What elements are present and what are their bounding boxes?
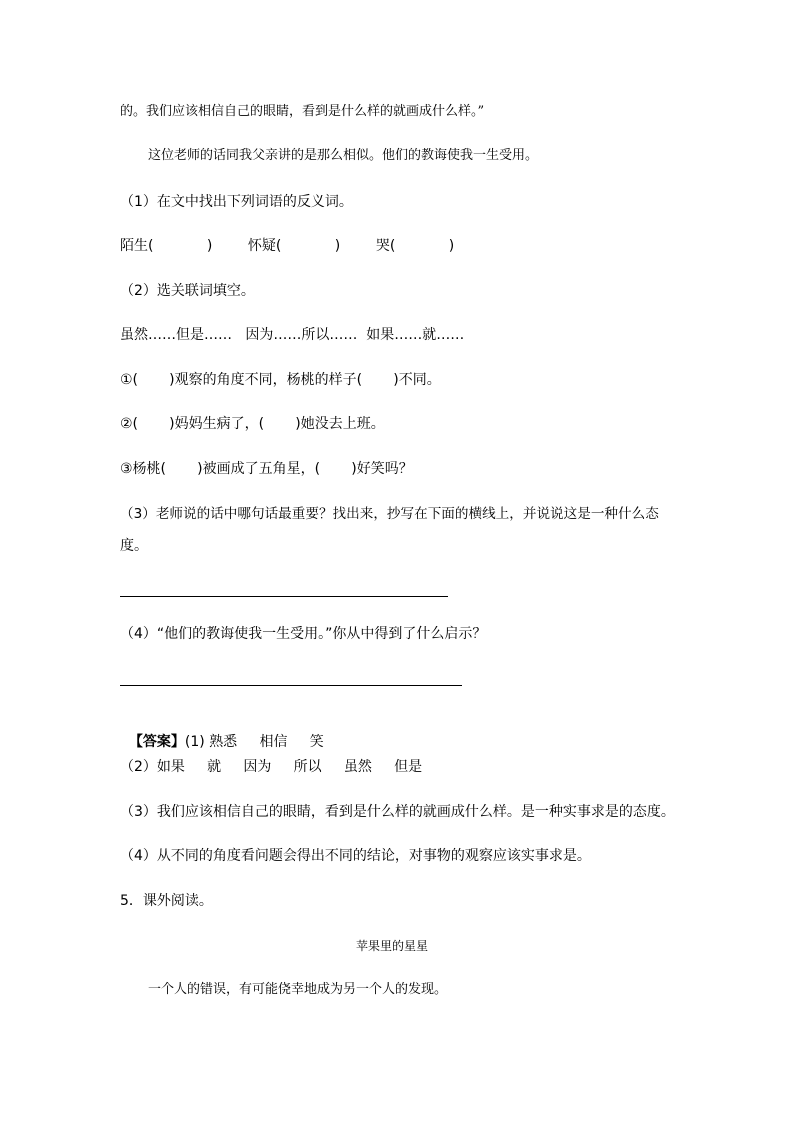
q2-sentence-1: ①( )观察的角度不同，杨桃的样子( )不同。: [120, 372, 441, 388]
q4-answer-line: [120, 685, 462, 686]
q3-answer-line: [120, 596, 448, 597]
answer-3: （3）我们应该相信自己的眼睛，看到是什么样的就画成什么样。是一种实事求是的态度。: [120, 804, 675, 820]
q3-prompt-line-2: 度。: [120, 538, 148, 554]
reading-first-line: 一个人的错误，有可能侥幸地成为另一个人的发现。: [148, 982, 448, 997]
q2-prompt: （2）选关联词填空。: [120, 283, 255, 299]
answer-2: （2）如果 就 因为 所以 虽然 但是: [120, 759, 423, 775]
q2-sentence-3: ③杨桃( )被画成了五角星，( )好笑吗？: [120, 461, 413, 477]
passage-line-2: 这位老师的话同我父亲讲的是那么相似。他们的教诲使我一生受用。: [148, 148, 539, 163]
q2-options: 虽然……但是…… 因为……所以…… 如果……就……: [120, 327, 465, 343]
answer-label: 【答案】: [128, 734, 185, 750]
answer-4: （4）从不同的角度看问题会得出不同的结论，对事物的观察应该实事求是。: [120, 848, 591, 864]
passage-line-1: 的。我们应该相信自己的眼睛，看到是什么样的就画成什么样。”: [120, 104, 485, 119]
answer-1: (1) 熟悉 相信 笑: [184, 734, 324, 750]
q3-prompt-line-1: （3）老师说的话中哪句话最重要？找出来，抄写在下面的横线上，并说说这是一种什么态: [120, 506, 659, 522]
q2-sentence-2: ②( )妈妈生病了，( )她没去上班。: [120, 416, 385, 432]
answer-line-1: [120, 712, 324, 752]
q1-items: 陌生( ) 怀疑( ) 哭( ): [120, 238, 455, 254]
q1-prompt: （1）在文中找出下列词语的反义词。: [120, 194, 353, 210]
reading-title: 苹果里的星星: [356, 939, 429, 953]
q4-prompt: （4）“他们的教诲使我一生受用。”你从中得到了什么启示？: [120, 626, 487, 642]
section-5-heading: 5．课外阅读。: [120, 893, 213, 909]
